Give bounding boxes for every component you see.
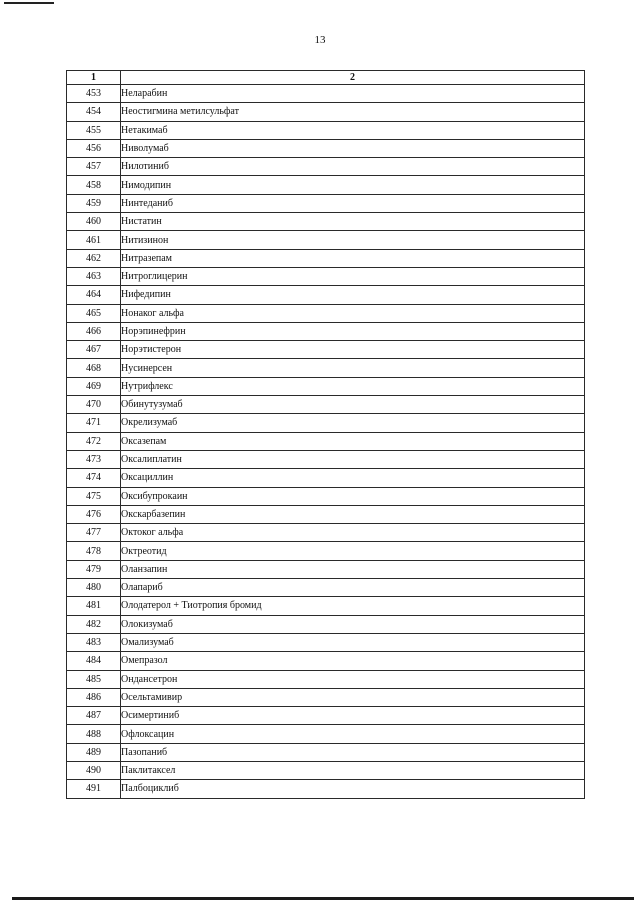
row-number-cell: 480 — [67, 579, 121, 597]
table-row — [67, 579, 585, 597]
drug-name-cell: Оксалиплатин — [121, 450, 585, 468]
row-number-cell: 456 — [67, 139, 121, 157]
table-row — [67, 597, 585, 615]
top-rule — [4, 2, 54, 4]
table-row — [67, 743, 585, 761]
row-number-cell: 490 — [67, 761, 121, 779]
drug-name-cell: Нимодипин — [121, 176, 585, 194]
row-number-cell: 464 — [67, 286, 121, 304]
drug-name-cell: Паклитаксел — [121, 761, 585, 779]
table-row — [67, 286, 585, 304]
drug-name-cell: Оксазепам — [121, 432, 585, 450]
drug-name-cell: Нусинерсен — [121, 359, 585, 377]
row-number-cell: 476 — [67, 505, 121, 523]
row-number-cell: 468 — [67, 359, 121, 377]
drug-name-cell: Нонаког альфа — [121, 304, 585, 322]
table-row — [67, 761, 585, 779]
drug-name-cell: Осимертиниб — [121, 707, 585, 725]
row-number-cell: 459 — [67, 194, 121, 212]
drug-name-cell: Нутрифлекс — [121, 377, 585, 395]
drug-name-cell: Ниволумаб — [121, 139, 585, 157]
table-row — [67, 414, 585, 432]
table-row — [67, 377, 585, 395]
table-row — [67, 670, 585, 688]
drug-name-cell: Норэпинефрин — [121, 322, 585, 340]
table-row — [67, 249, 585, 267]
table-row — [67, 707, 585, 725]
drug-name-cell: Олапариб — [121, 579, 585, 597]
row-number-cell: 482 — [67, 615, 121, 633]
drug-name-cell: Нитразепам — [121, 249, 585, 267]
table-row — [67, 267, 585, 285]
drug-name-cell: Нистатин — [121, 213, 585, 231]
row-number-cell: 466 — [67, 322, 121, 340]
table-row — [67, 341, 585, 359]
row-number-cell: 457 — [67, 158, 121, 176]
row-number-cell: 463 — [67, 267, 121, 285]
drug-name-cell: Осельтамивир — [121, 688, 585, 706]
drug-name-cell: Окскарбазепин — [121, 505, 585, 523]
row-number-cell: 489 — [67, 743, 121, 761]
drug-name-cell: Нитизинон — [121, 231, 585, 249]
drug-name-cell: Норэтистерон — [121, 341, 585, 359]
row-number-cell: 486 — [67, 688, 121, 706]
table-row — [67, 615, 585, 633]
drug-name-cell: Нитроглицерин — [121, 267, 585, 285]
table-row — [67, 524, 585, 542]
row-number-cell: 484 — [67, 652, 121, 670]
table-row — [67, 103, 585, 121]
drug-name-cell: Нифедипин — [121, 286, 585, 304]
table-row — [67, 231, 585, 249]
row-number-cell: 477 — [67, 524, 121, 542]
drug-name-cell: Нетакимаб — [121, 121, 585, 139]
table-body — [67, 85, 585, 799]
drug-name-cell: Неостигмина метилсульфат — [121, 103, 585, 121]
table-row — [67, 158, 585, 176]
row-number-cell: 473 — [67, 450, 121, 468]
row-number-cell: 470 — [67, 396, 121, 414]
row-number-cell: 465 — [67, 304, 121, 322]
row-number-cell: 491 — [67, 780, 121, 798]
drug-name-cell: Неларабин — [121, 85, 585, 103]
table-row — [67, 359, 585, 377]
table-row — [67, 725, 585, 743]
table-row — [67, 505, 585, 523]
row-number-cell: 475 — [67, 487, 121, 505]
drug-name-cell: Октоког альфа — [121, 524, 585, 542]
drug-name-cell: Оксибупрокаин — [121, 487, 585, 505]
table-row — [67, 194, 585, 212]
drug-name-cell: Омализумаб — [121, 633, 585, 651]
table-row — [67, 633, 585, 651]
table-row — [67, 542, 585, 560]
row-number-cell: 474 — [67, 469, 121, 487]
table-row — [67, 176, 585, 194]
row-number-cell: 483 — [67, 633, 121, 651]
table-row — [67, 688, 585, 706]
drug-name-cell: Пазопаниб — [121, 743, 585, 761]
table-row — [67, 780, 585, 798]
drug-name-cell: Оланзапин — [121, 560, 585, 578]
row-number-cell: 487 — [67, 707, 121, 725]
column-header-name: 2 — [121, 71, 585, 85]
table-row — [67, 213, 585, 231]
row-number-cell: 458 — [67, 176, 121, 194]
drug-name-cell: Омепразол — [121, 652, 585, 670]
row-number-cell: 453 — [67, 85, 121, 103]
drug-name-cell: Нинтеданиб — [121, 194, 585, 212]
row-number-cell: 472 — [67, 432, 121, 450]
table-row — [67, 304, 585, 322]
row-number-cell: 461 — [67, 231, 121, 249]
drug-name-cell: Обинутузумаб — [121, 396, 585, 414]
drug-name-cell: Офлоксацин — [121, 725, 585, 743]
drug-name-cell: Окрелизумаб — [121, 414, 585, 432]
row-number-cell: 471 — [67, 414, 121, 432]
row-number-cell: 481 — [67, 597, 121, 615]
row-number-cell: 462 — [67, 249, 121, 267]
bottom-rule — [12, 897, 634, 900]
drug-table — [66, 70, 585, 799]
row-number-cell: 469 — [67, 377, 121, 395]
row-number-cell: 485 — [67, 670, 121, 688]
row-number-cell: 467 — [67, 341, 121, 359]
drug-name-cell: Нилотиниб — [121, 158, 585, 176]
table-row — [67, 450, 585, 468]
drug-name-cell: Оксациллин — [121, 469, 585, 487]
row-number-cell: 488 — [67, 725, 121, 743]
row-number-cell: 479 — [67, 560, 121, 578]
drug-name-cell: Октреотид — [121, 542, 585, 560]
table-row — [67, 85, 585, 103]
row-number-cell: 454 — [67, 103, 121, 121]
drug-name-cell: Ондансетрон — [121, 670, 585, 688]
table-row — [67, 652, 585, 670]
table-row — [67, 396, 585, 414]
drug-name-cell: Олодатерол + Тиотропия бромид — [121, 597, 585, 615]
drug-name-cell: Олокизумаб — [121, 615, 585, 633]
row-number-cell: 460 — [67, 213, 121, 231]
table-row — [67, 469, 585, 487]
column-header-number: 1 — [67, 71, 121, 85]
table-row — [67, 322, 585, 340]
table-row — [67, 487, 585, 505]
table-row — [67, 432, 585, 450]
row-number-cell: 455 — [67, 121, 121, 139]
table-header-row — [67, 71, 585, 85]
table-row — [67, 121, 585, 139]
row-number-cell: 478 — [67, 542, 121, 560]
page-number: 13 — [314, 34, 326, 46]
table-row — [67, 560, 585, 578]
table-row — [67, 139, 585, 157]
drug-name-cell: Палбоциклиб — [121, 780, 585, 798]
